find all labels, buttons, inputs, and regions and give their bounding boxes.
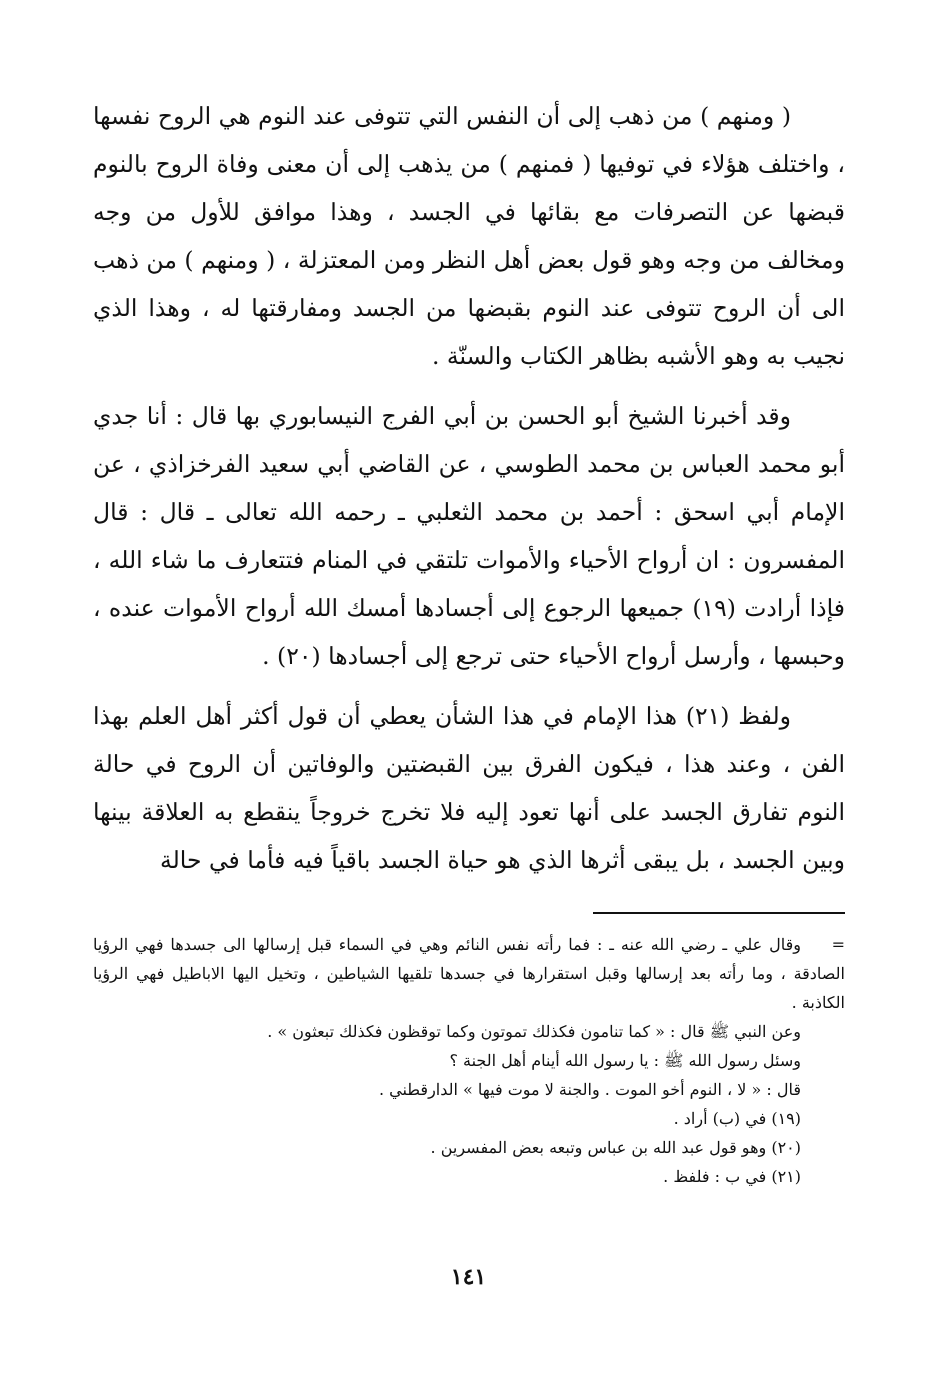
footnote-hadith-3: قال : « لا ، النوم أخو الموت . والجنة لا موت فيها » الدارقطني . <box>378 1080 801 1099</box>
page-number: ١٤١ <box>450 1264 487 1290</box>
paragraph-3: ولفظ (٢١) هذا الإمام في هذا الشأن يعطي أن قول أكثر أهل العلم بهذا الفن ، وعند هذا ، فيكون الفرق بين القبضتين والوفاتين أن الروح في حالة النوم تفارق الجسد على أنها تعود إليه فلا تخرج خروجاً ينقطع به العلاقة بينها وبين الجسد ، بل يبقى أثرها الذي هو حياة الجسد باقياً فيه فأما في حالة <box>93 702 845 874</box>
footnotes <box>93 930 845 1191</box>
footnote-hadith-1: وعن النبي ﷺ قال : « كما تنامون فكذلك تموتون وكما توقظون فكذلك تبعثون » . <box>267 1022 801 1041</box>
main-text <box>93 92 845 884</box>
paragraph-1: ( ومنهم ) من ذهب إلى أن النفس التي تتوفى عند النوم هي الروح نفسها ، واختلف هؤلاء في توفيها ( فمنهم ) من يذهب إلى أن معنى وفاة الروح بالنوم قبضها عن التصرفات مع بقائها في الجسد ، وهذا موافق للأول من وجه ومخالف من وجه وهو قول بعض أهل النظر ومن المعتزلة ، ( ومنهم ) من ذهب الى أن الروح تتوفى عند النوم بقبضها من الجسد ومفارقتها له ، وهذا الذي نجيب به وهو الأشبه بظاهر الكتاب والسنّة . <box>93 102 845 370</box>
footnote-21: (٢١) في ب : فلفظ . <box>663 1167 801 1186</box>
footnote-continuation-text: وقال علي ـ رضي الله عنه ـ : فما رأته نفس النائم وهي في السماء قبل إرسالها الى جسدها فهي الرؤيا الصادقة ، وما رأته بعد إرسالها وقبل استقرارها في جسدها تلقيها الشياطين ، وتخيل اليها الاباطيل فهي الرؤيا الكاذبة . <box>93 935 845 1012</box>
footnote-hadith-2: وسئل رسول الله ﷺ : يا رسول الله أينام أهل الجنة ؟ <box>449 1051 801 1070</box>
paragraph-2: وقد أخبرنا الشيخ أبو الحسن بن أبي الفرج النيسابوري بها قال : أنا جدي أبو محمد العباس بن محمد الطوسي ، عن القاضي أبي سعيد الفرخزاذي ، عن الإمام أبي اسحق : أحمد بن محمد الثعلبي ـ رحمه الله تعالى ـ قال : قال المفسرون : ان أرواح الأحياء والأموات تلتقي في المنام فتتعارف ما شاء الله ، فإذا أرادت (١٩) جميعها الرجوع إلى أجسادها أمسك الله أرواح الأموات عنده ، وحبسها ، وأرسل أرواح الأحياء حتى ترجع إلى أجسادها (٢٠) . <box>93 402 845 670</box>
footnote-continuation <box>93 930 845 1017</box>
footnote-separator <box>593 912 845 914</box>
footnote-20: (٢٠) وهو قول عبد الله بن عباس وتبعه بعض المفسرين . <box>430 1138 801 1157</box>
footnote-19: (١٩) في (ب) أراد . <box>673 1109 801 1128</box>
continuation-mark: = <box>831 935 845 954</box>
